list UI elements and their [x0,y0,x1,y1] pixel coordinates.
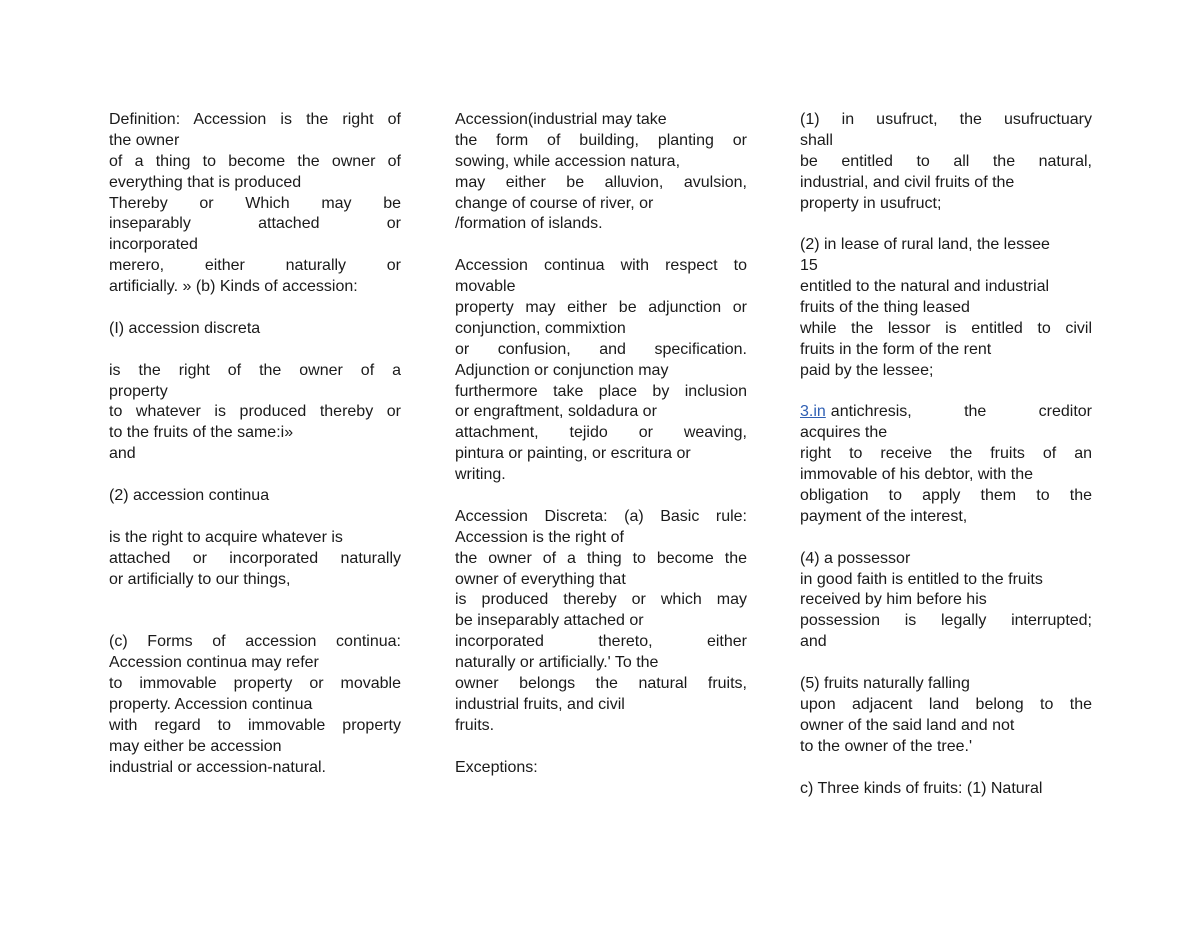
text-line: change of course of river, or [455,194,654,212]
text-line: entitled to the natural and industrial [800,278,1050,296]
blank-line [109,298,401,319]
text-line: to the fruits of the same:i» [109,424,294,442]
text-line: (2) in lease of rural land, the lessee [800,236,1050,254]
text-line: merero, either naturally or [109,257,401,275]
blank-line [455,737,747,758]
text-line: the form of building, planting or [455,131,747,149]
text-line: Exceptions: [455,758,538,776]
text-line: obligation to apply them to the [800,487,1092,505]
blank-line [800,758,1092,779]
text-line: possession is legally interrupted; [800,612,1092,630]
blank-line [800,382,1092,403]
text-line: received by him before his [800,591,987,609]
text-line: artificially. » (b) Kinds of accession: [109,278,358,296]
text-line: paid by the lessee; [800,361,934,379]
text-line: is produced thereby or which may [455,591,747,609]
text-line: fruits in the form of the rent [800,340,992,358]
text-column-3 [800,110,1092,799]
text-line: sowing, while accession natura, [455,152,681,170]
text-line: owner of the said land and not [800,716,1015,734]
antichresis-text: antichresis, the creditor [830,403,1092,421]
text-line: pintura or painting, or escritura or [455,445,691,463]
text-line: and [800,633,827,651]
text-column-1 [109,110,401,779]
text-line: industrial fruits, and civil [455,695,625,713]
blank-line [455,235,747,256]
text-line: may either be accession [109,737,282,755]
text-line: the owner [109,131,180,149]
text-line: and [109,445,136,463]
reference-link[interactable]: 3.in [800,403,826,421]
text-line: Accession(industrial may take [455,111,667,128]
blank-line [800,214,1092,235]
text-line: owner belongs the natural fruits, [455,675,747,693]
text-line: shall [800,131,833,149]
text-line: conjunction, commixtion [455,319,626,337]
blank-line [109,590,401,611]
text-line: to whatever is produced thereby or [109,403,401,421]
text-line: /formation of islands. [455,215,603,233]
text-line: inseparably attached or [109,215,401,233]
text-line: incorporated [109,236,198,254]
text-line: payment of the interest, [800,507,968,525]
text-line: (I) accession discreta [109,319,261,337]
text-line: property. Accession continua [109,695,313,713]
text-line: or engraftment, soldadura or [455,403,657,421]
text-line: (1) in usufruct, the usufructuary [800,111,1092,128]
blank-line [800,528,1092,549]
blank-line [109,465,401,486]
text-line: in good faith is entitled to the fruits [800,570,1043,588]
text-line: writing. [455,466,506,484]
text-line: to the owner of the tree.' [800,737,973,755]
text-line: acquires the [800,424,888,442]
text-line: upon adjacent land belong to the [800,695,1092,713]
text-line: owner of everything that [455,570,626,588]
text-line: with regard to immovable property [109,716,401,734]
text-line: right to receive the fruits of an [800,445,1092,463]
blank-line [455,486,747,507]
text-line: (5) fruits naturally falling [800,675,970,693]
text-line: industrial or accession-natural. [109,758,326,776]
text-line: naturally or artificially.' To the [455,654,659,672]
text-line: (c) Forms of accession continua: [109,633,401,651]
blank-line [109,611,401,632]
text-line: attachment, tejido or weaving, [455,424,747,442]
text-line: Accession continua with respect to [455,257,747,275]
text-line: Definition: Accession is the right of [109,111,401,128]
text-line: property [109,382,168,400]
text-column-2 [455,110,747,779]
text-line: to immovable property or movable [109,675,401,693]
text-line: furthermore take place by inclusion [455,382,747,400]
text-line: Adjunction or conjunction may [455,361,669,379]
text-line: incorporated thereto, either [455,633,747,651]
text-line: (2) accession continua [109,487,270,505]
text-line: 15 [800,257,818,275]
text-line: attached or incorporated naturally [109,549,401,567]
text-line: c) Three kinds of fruits: (1) Natural [800,779,1043,797]
text-line: fruits. [455,716,495,734]
text-line: Thereby or Which may be [109,194,401,212]
text-line: may either be alluvion, avulsion, [455,173,747,191]
text-line: or confusion, and specification. [455,340,747,358]
text-line: the owner of a thing to become the [455,549,747,567]
text-line: Accession continua may refer [109,654,319,672]
antichresis-line [800,402,1092,423]
text-line: be inseparably attached or [455,612,644,630]
text-line: or artificially to our things, [109,570,291,588]
text-line: everything that is produced [109,173,302,191]
text-line: property in usufruct; [800,194,942,212]
blank-line [800,653,1092,674]
text-line: while the lessor is entitled to civil [800,319,1092,337]
text-line: be entitled to all the natural, [800,152,1092,170]
text-line: is the right of the owner of a [109,361,401,379]
text-line: property may either be adjunction or [455,299,747,317]
text-line: Accession is the right of [455,528,624,546]
text-line: movable [455,278,516,296]
blank-line [109,507,401,528]
text-line: is the right to acquire whatever is [109,528,343,546]
text-line: fruits of the thing leased [800,299,970,317]
text-line: industrial, and civil fruits of the [800,173,1015,191]
text-line: (4) a possessor [800,549,911,567]
text-line: immovable of his debtor, with the [800,466,1034,484]
text-line: Accession Discreta: (a) Basic rule: [455,507,747,525]
text-line: of a thing to become the owner of [109,152,401,170]
blank-line [109,340,401,361]
